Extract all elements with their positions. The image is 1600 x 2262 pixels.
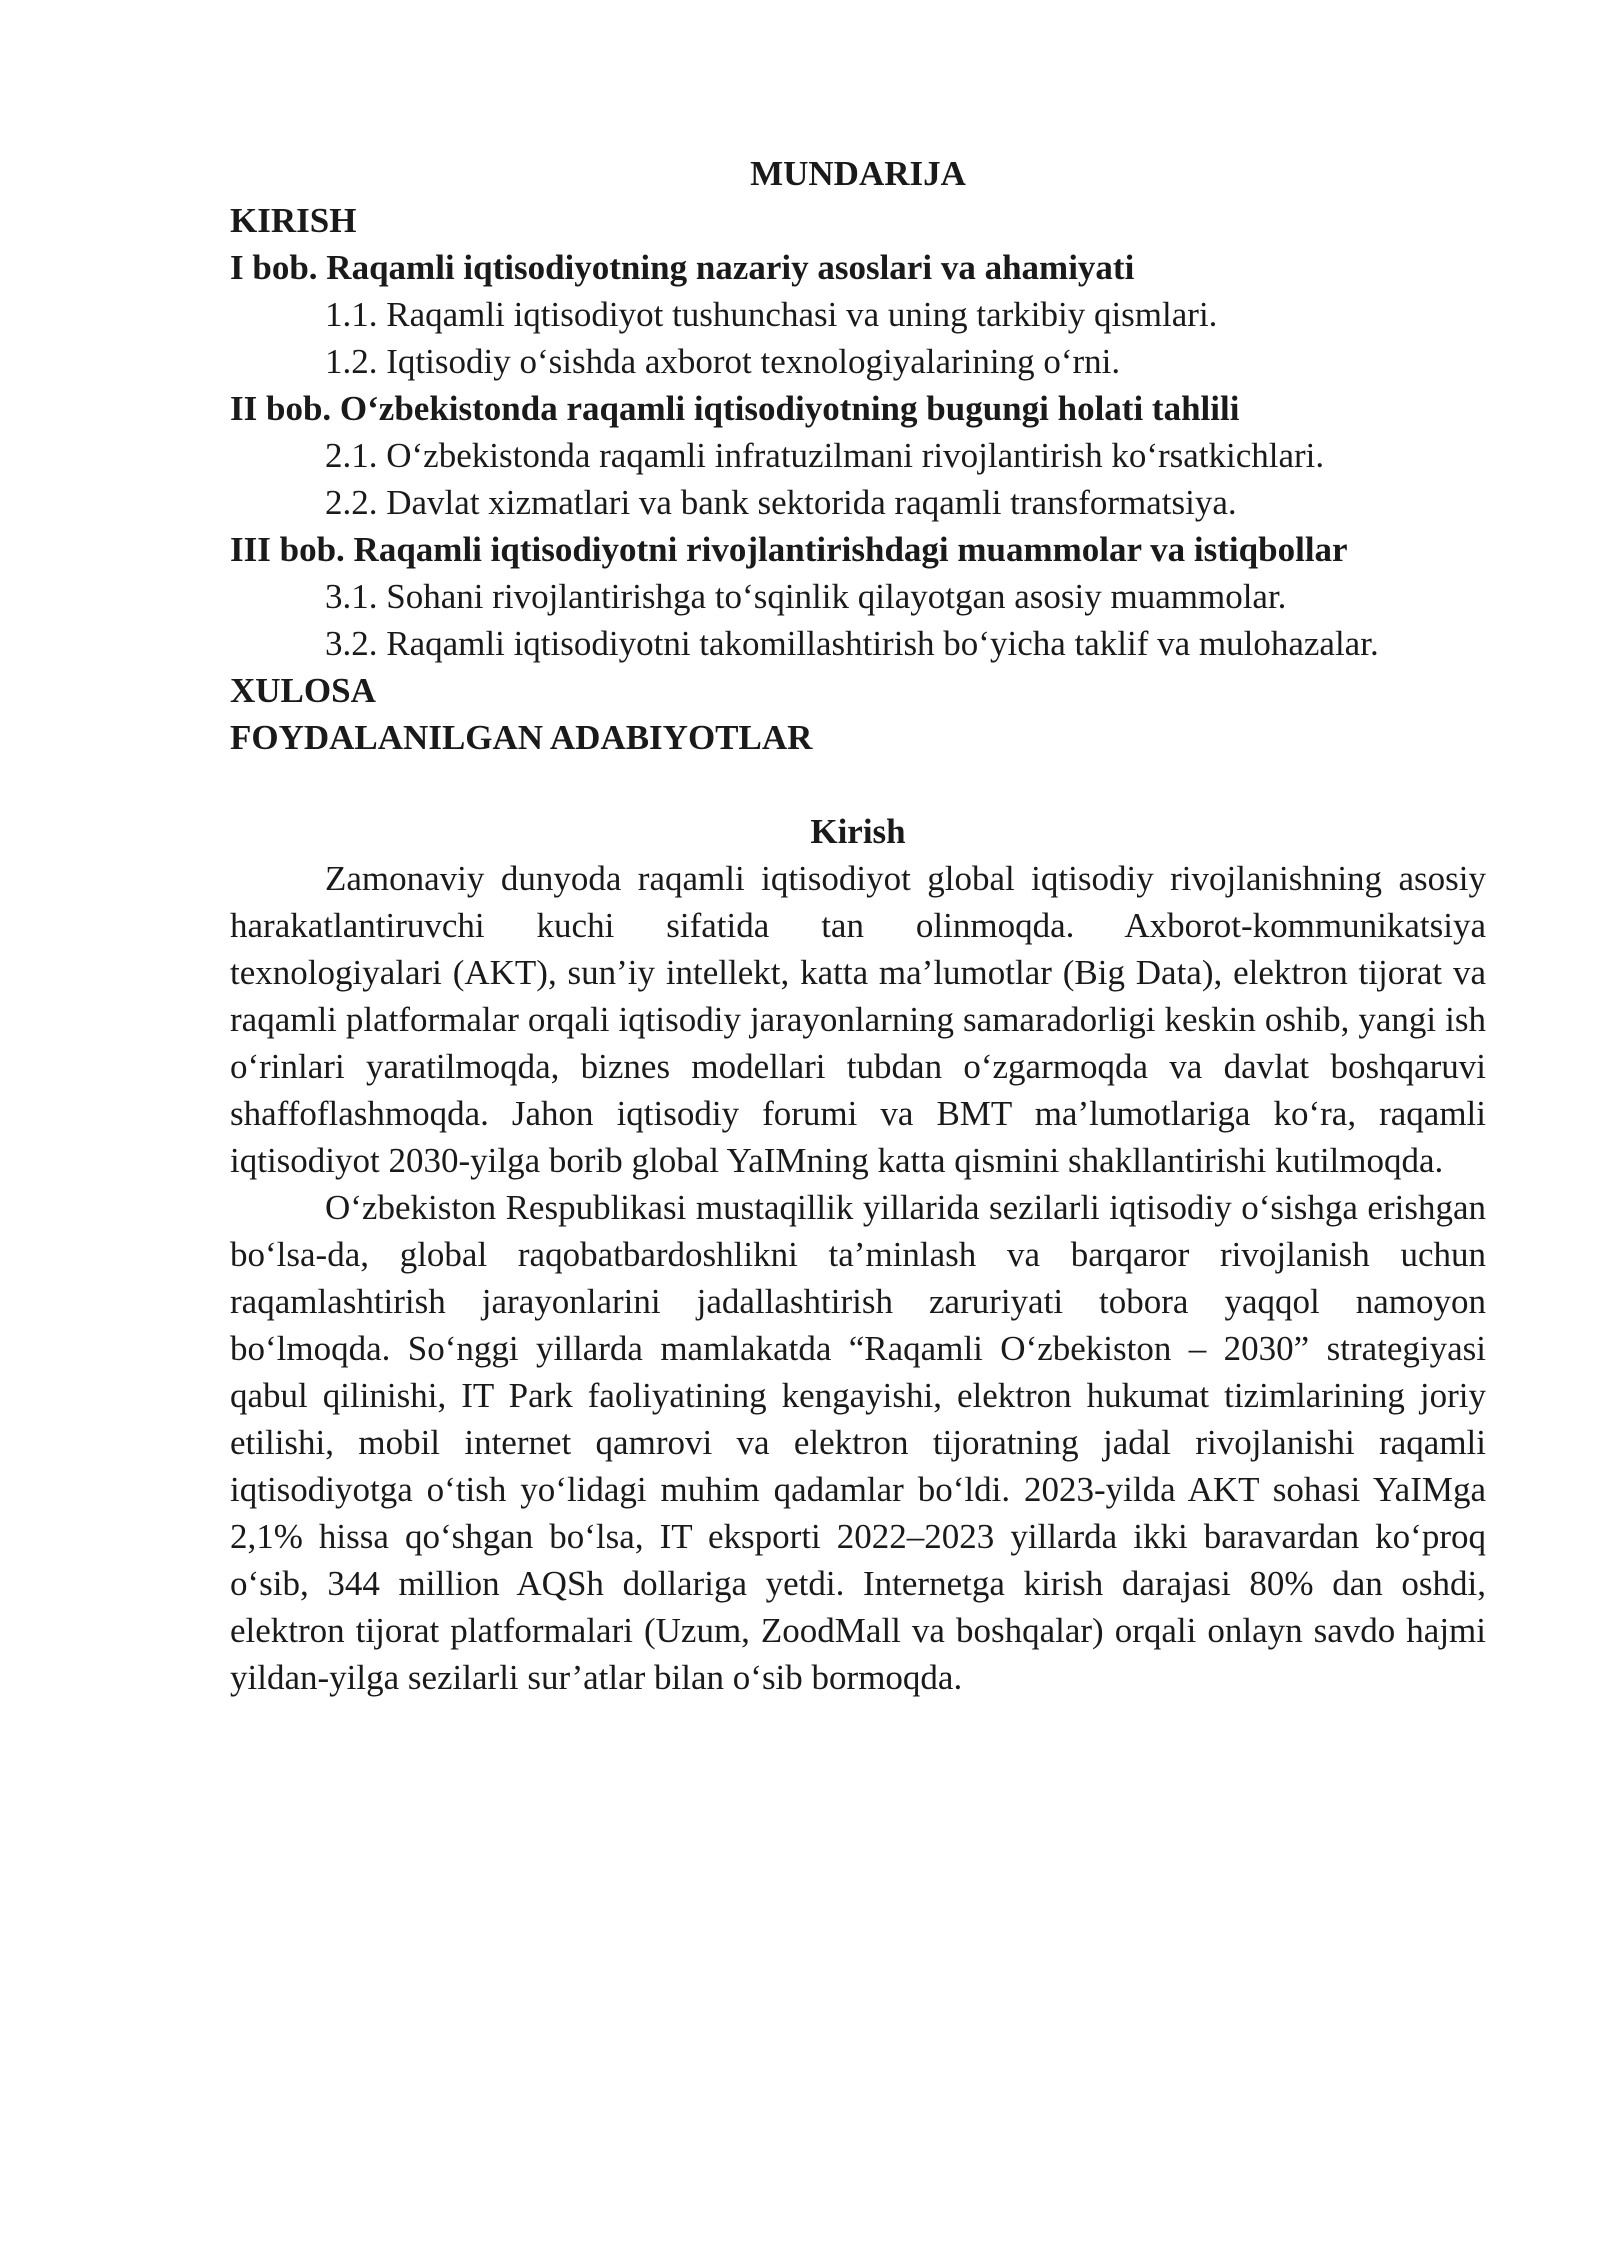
introduction-section (230, 808, 1486, 1701)
toc-references: FOYDALANILGAN ADABIYOTLAR (230, 718, 813, 757)
intro-paragraph-2: O‘zbekiston Respublikasi mustaqillik yillarida sezilarli iqtisodiy o‘sishga erishgan bo‘lsa-da, global raqobatbardoshlikni ta’minlash va barqaror rivojlanish uchun raqamlashtirish jarayonlarini jadallashtirish zaruriyati tobora yaqqol namoyon bo‘lmoqda. So‘nggi yillarda mamlakatda “Raqamli O‘zbekiston – 2030” strategiyasi qabul qilinishi, IT Park faoliyatining kengayishi, elektron hukumat tizimlarining joriy etilishi, mobil internet qamrovi va elektron tijoratning jadal rivojlanishi raqamli iqtisodiyotga o‘tish yo‘lidagi muhim qadamlar bo‘ldi. 2023-yilda AKT sohasi YaIMga 2,1% hissa qo‘shgan bo‘lsa, IT eksporti 2022–2023 yillarda ikki baravardan ko‘proq o‘sib, 344 million AQSh dollariga yetdi. Internetga kirish darajasi 80% dan oshdi, elektron tijorat platformalari (Uzum, ZoodMall va boshqalar) orqali onlayn savdo hajmi yildan-yilga sezilarli sur’atlar bilan o‘sib bormoqda. (230, 1188, 1486, 1697)
toc-title: MUNDARIJA (750, 154, 966, 193)
toc-chapter-2: II bob. O‘zbekistonda raqamli iqtisodiyotning bugungi holati tahlili (230, 389, 1240, 428)
toc-item-1-2: 1.2. Iqtisodiy o‘sishda axborot texnologiyalarining o‘rni. (325, 342, 1121, 381)
toc-item-3-1: 3.1. Sohani rivojlantirishga to‘sqinlik qilayotgan asosiy muammolar. (325, 577, 1287, 616)
toc-chapter-1: I bob. Raqamli iqtisodiyotning nazariy asoslari va ahamiyati (230, 248, 1135, 287)
toc-item-3-2: 3.2. Raqamli iqtisodiyotni takomillashtirish bo‘yicha taklif va mulohazalar. (325, 624, 1379, 663)
section-heading: Kirish (810, 812, 906, 851)
document-page (230, 150, 1486, 1701)
toc-item-2-2: 2.2. Davlat xizmatlari va bank sektorida raqamli transformatsiya. (325, 483, 1237, 522)
toc-item-2-1: 2.1. O‘zbekistonda raqamli infratuzilmani rivojlantirish ko‘rsatkichlari. (325, 436, 1325, 475)
toc-conclusion: XULOSA (230, 671, 376, 710)
intro-paragraph-1: Zamonaviy dunyoda raqamli iqtisodiyot global iqtisodiy rivojlanishning asosiy harakatlantiruvchi kuchi sifatida tan olinmoqda. Axborot-kommunikatsiya texnologiyalari (AKT), sun’iy intellekt, katta ma’lumotlar (Big Data), elektron tijorat va raqamli platformalar orqali iqtisodiy jarayonlarning samaradorligi keskin oshib, yangi ish o‘rinlari yaratilmoqda, biznes modellari tubdan o‘zgarmoqda va davlat boshqaruvi shaffoflashmoqda. Jahon iqtisodiy forumi va BMT ma’lumotlariga ko‘ra, raqamli iqtisodiyot 2030-yilga borib global YaIMning katta qismini shakllantirishi kutilmoqda. (230, 859, 1486, 1180)
toc-chapter-3: III bob. Raqamli iqtisodiyotni rivojlantirishdagi muammolar va istiqbollar (230, 530, 1348, 569)
table-of-contents (230, 150, 1486, 761)
toc-intro: KIRISH (230, 201, 357, 240)
toc-item-1-1: 1.1. Raqamli iqtisodiyot tushunchasi va uning tarkibiy qismlari. (325, 295, 1218, 334)
